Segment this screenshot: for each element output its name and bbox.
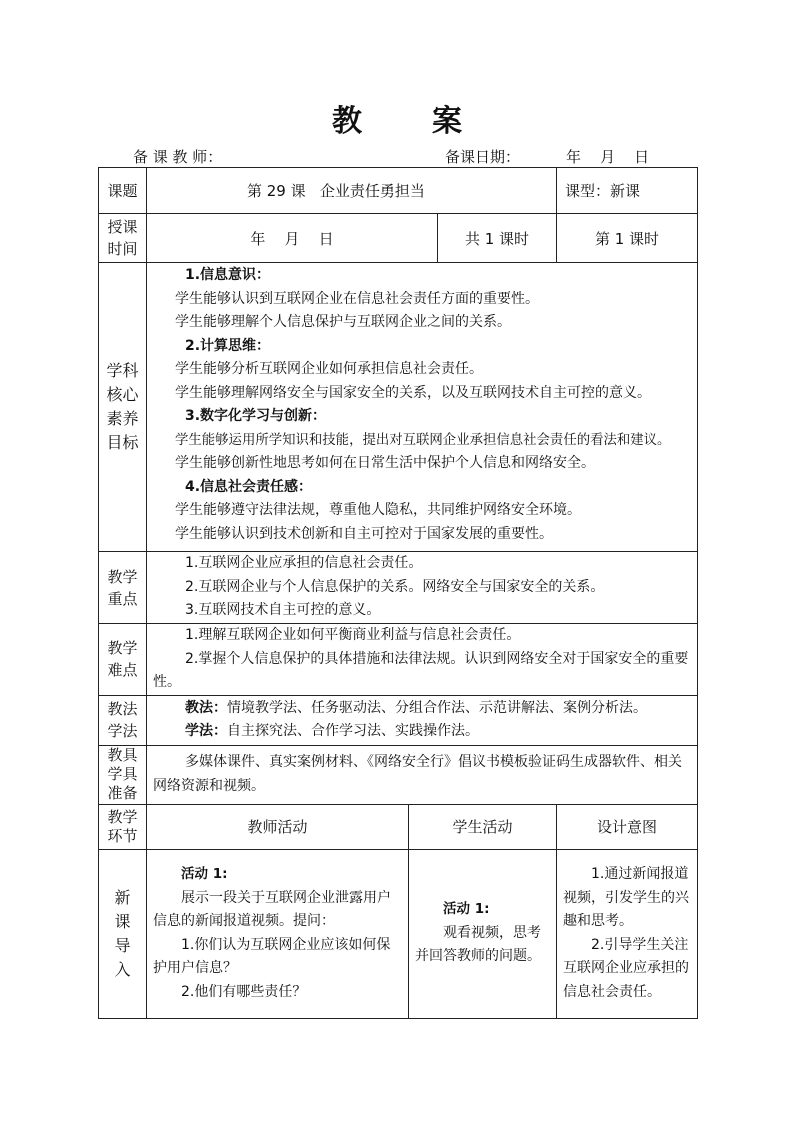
- key-line: 1.互联网企业应承担的信息社会责任。: [185, 555, 423, 572]
- intro-label-2: 课: [114, 911, 131, 931]
- methods-label: [99, 695, 147, 745]
- intro-teacher-q2: 2.他们有哪些责任？: [181, 983, 307, 1000]
- intro-teacher-activity: [147, 849, 409, 1018]
- stage-label: [99, 804, 147, 849]
- goal-line: 学生能够运用所学知识和技能，提出对互联网企业承担信息社会责任的看法和建议。: [175, 432, 671, 448]
- methods-content: [147, 695, 698, 745]
- methods-label-2: 学法: [107, 722, 138, 740]
- key-label-2: 重点: [107, 589, 138, 608]
- learn-method-label: 学法：: [185, 723, 227, 739]
- tools-label-1: 教具: [107, 746, 138, 764]
- title-char-2: 案: [432, 104, 462, 139]
- intro-teacher-q1: 1.你们认为互联网企业应该如何保护用户信息？: [153, 936, 391, 976]
- key-content: [147, 552, 698, 624]
- teach-method-value: 情境教学法、任务驱动法、分组合作法、示范讲解法、案例分析法。: [227, 699, 647, 716]
- key-line: 3.互联网技术自主可控的意义。: [185, 602, 381, 619]
- intro-student-activity: [409, 849, 557, 1018]
- goal-heading: 2.计算思维：: [185, 337, 271, 354]
- row-time: [99, 214, 698, 263]
- difficult-label: [99, 624, 147, 696]
- lesson-type: 课型：新课: [557, 168, 698, 214]
- difficult-label-2: 难点: [107, 661, 138, 680]
- goal-line: 学生能够遵守法律法规，尊重他人隐私，共同维护网络安全环境。: [175, 502, 581, 518]
- difficult-line-1: 1.理解互联网企业如何平衡商业利益与信息社会责任。: [185, 627, 521, 643]
- tools-label-2: 学具: [107, 765, 138, 783]
- teacher-activity-header: 教师活动: [147, 804, 409, 849]
- learn-method-value: 自主探究法、合作学习法、实践操作法。: [227, 723, 479, 739]
- time-label-2: 时间: [107, 240, 138, 258]
- title-char-1: 教: [332, 104, 362, 139]
- goal-heading: 3.数字化学习与创新：: [185, 408, 327, 424]
- methods-label-1: 教法: [107, 700, 138, 718]
- student-activity-header: 学生活动: [409, 804, 557, 849]
- teacher-label: 备 课 教 师：: [133, 148, 223, 166]
- row-new-lesson-intro: [99, 849, 698, 1018]
- intro-label-3: 导: [114, 935, 131, 955]
- difficult-line-2: 2.掌握个人信息保护的具体措施和法律法规。认识到网络安全对于国家安全的重要性。: [153, 650, 689, 690]
- row-key-points: [99, 552, 698, 624]
- difficult-content: [147, 624, 698, 696]
- tools-content: [147, 745, 698, 804]
- topic-label: 课题: [99, 168, 147, 214]
- intro-teacher-text: 展示一段关于互联网企业泄露用户信息的新闻报道视频。提问：: [153, 889, 391, 929]
- goals-label: [99, 263, 147, 552]
- time-total: 共 1 课时: [438, 214, 557, 263]
- goals-label-4: 目标: [106, 433, 139, 452]
- intro-design-intent: [557, 849, 698, 1018]
- goals-content: [147, 263, 698, 552]
- time-label: [99, 214, 147, 263]
- tools-text: 多媒体课件、真实案例材料、《网络安全行》倡议书模板验证码生成器软件、相关网络资源和视频。: [153, 754, 682, 794]
- teach-method-label: 教法：: [185, 699, 227, 716]
- intro-label-1: 新: [114, 887, 131, 907]
- goal-line: 学生能够认识到技术创新和自主可控对于国家发展的重要性。: [175, 525, 553, 542]
- time-label-1: 授课: [107, 218, 138, 236]
- intro-design-1: 1.通过新闻报道视频，引发学生的兴趣和思考。: [563, 866, 689, 929]
- goals-label-2: 核心: [106, 385, 139, 404]
- stage-label-2: 环节: [107, 826, 138, 845]
- key-label: [99, 552, 147, 624]
- row-activity-header: [99, 804, 698, 849]
- row-tools: [99, 745, 698, 804]
- goal-line: 学生能够理解个人信息保护与互联网企业之间的关系。: [175, 314, 511, 330]
- lesson-plan-table: [98, 167, 698, 1019]
- intro-teacher-heading: 活动 1:: [181, 866, 228, 882]
- date-value: 年 月 日: [566, 148, 650, 166]
- intro-design-2: 2.引导学生关注互联网企业应承担的信息社会责任。: [563, 936, 689, 1000]
- goal-line: 学生能够认识到互联网企业在信息社会责任方面的重要性。: [175, 290, 539, 307]
- key-line: 2.互联网企业与个人信息保护的关系。网络安全与国家安全的关系。: [185, 578, 605, 595]
- time-date: 年 月 日: [147, 214, 438, 263]
- intro-student-text: 观看视频，思考并回答教师的问题。: [415, 924, 541, 965]
- time-current: 第 1 课时: [557, 214, 698, 263]
- goal-line: 学生能够理解网络安全与国家安全的关系，以及互联网技术自主可控的意义。: [175, 384, 651, 401]
- row-goals: [99, 263, 698, 552]
- goals-label-3: 素养: [106, 409, 139, 428]
- design-intent-header: 设计意图: [557, 804, 698, 849]
- row-methods: [99, 695, 698, 745]
- page-title: [0, 96, 794, 140]
- goal-line: 学生能够创新性地思考如何在日常生活中保护个人信息和网络安全。: [175, 455, 595, 471]
- difficult-label-1: 教学: [107, 639, 138, 658]
- tools-label: [99, 745, 147, 804]
- intro-label-4: 入: [114, 959, 131, 979]
- topic-value: 第 29 课 企业责任勇担当: [147, 168, 557, 214]
- stage-label-1: 教学: [107, 807, 138, 826]
- goal-line: 学生能够分析互联网企业如何承担信息社会责任。: [175, 361, 483, 377]
- intro-student-heading: 活动 1:: [443, 901, 490, 918]
- goal-heading: 4.信息社会责任感：: [185, 478, 313, 495]
- tools-label-3: 准备: [107, 784, 138, 802]
- date-label: 备课日期：: [445, 148, 521, 166]
- goal-heading: 1.信息意识：: [185, 267, 271, 283]
- intro-label: [99, 849, 147, 1018]
- goals-label-1: 学科: [106, 361, 139, 380]
- row-difficult-points: [99, 624, 698, 696]
- row-topic: [99, 168, 698, 214]
- key-label-1: 教学: [107, 567, 138, 586]
